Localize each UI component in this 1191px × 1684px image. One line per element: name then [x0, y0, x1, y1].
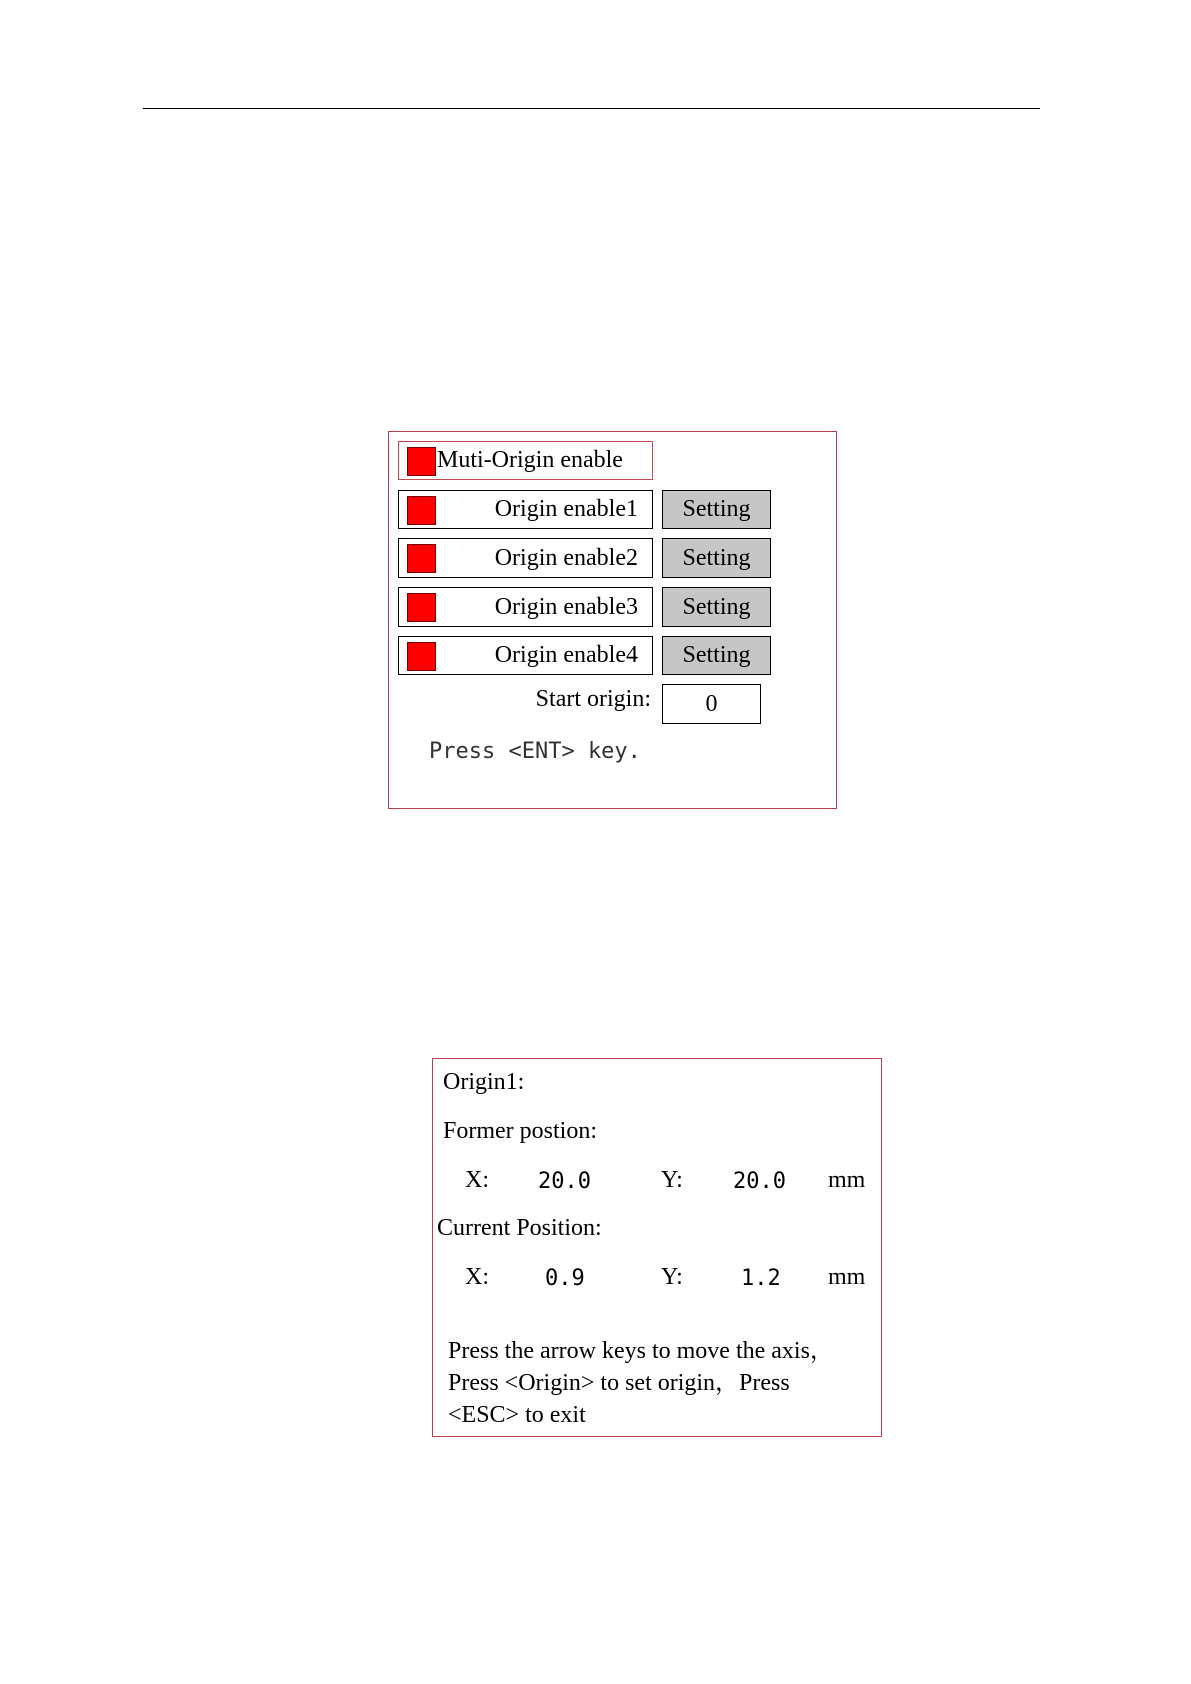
origin-enable-2-label: Origin enable2	[494, 544, 638, 571]
former-y-value: 20.0	[733, 1169, 786, 1194]
origin-enable-1-toggle[interactable]	[398, 490, 653, 529]
header-rule	[143, 108, 1040, 109]
origin-enable-3-toggle[interactable]	[398, 587, 653, 627]
former-unit: mm	[828, 1167, 866, 1193]
checkbox-checked-icon	[407, 593, 436, 622]
multi-origin-enable-label: Muti-Origin enable	[437, 447, 623, 473]
current-y-value: 1.2	[741, 1266, 781, 1291]
current-position-heading: Current Position:	[437, 1215, 602, 1241]
origin-1-setting-button[interactable]: Setting	[662, 490, 771, 529]
origin-setting-panel	[432, 1058, 882, 1437]
help-line-3: <ESC> to exit	[448, 1402, 586, 1428]
checkbox-checked-icon	[407, 642, 436, 671]
current-x-value: 0.9	[545, 1266, 585, 1291]
start-origin-label: Start origin:	[535, 686, 651, 712]
current-x-label: X:	[465, 1264, 489, 1290]
multi-origin-panel	[388, 431, 837, 809]
origin-enable-2-toggle[interactable]	[398, 538, 653, 578]
checkbox-checked-icon	[407, 447, 436, 476]
origin-enable-1-label: Origin enable1	[494, 496, 638, 522]
origin-title: Origin1:	[443, 1069, 525, 1095]
origin-enable-4-toggle[interactable]	[398, 636, 653, 675]
help-line-2: Press <Origin> to set origin，Press	[448, 1370, 790, 1396]
origin-2-setting-button[interactable]: Setting	[662, 538, 771, 578]
help-text	[448, 1335, 868, 1431]
origin-enable-3-label: Origin enable3	[494, 593, 638, 620]
start-origin-input[interactable]: 0	[662, 684, 761, 724]
former-y-label: Y:	[661, 1167, 683, 1193]
multi-origin-enable-toggle[interactable]	[398, 441, 653, 480]
current-unit: mm	[828, 1264, 866, 1290]
origin-enable-4-label: Origin enable4	[494, 642, 638, 668]
enter-key-hint: Press <ENT> key.	[429, 739, 641, 764]
checkbox-checked-icon	[407, 544, 436, 573]
checkbox-checked-icon	[407, 496, 436, 525]
help-line-1: Press the arrow keys to move the axis，	[448, 1338, 834, 1364]
former-position-heading: Former postion:	[443, 1118, 597, 1144]
former-x-value: 20.0	[538, 1169, 591, 1194]
origin-3-setting-button[interactable]: Setting	[662, 587, 771, 627]
origin-4-setting-button[interactable]: Setting	[662, 636, 771, 675]
former-x-label: X:	[465, 1167, 489, 1193]
current-y-label: Y:	[661, 1264, 683, 1290]
